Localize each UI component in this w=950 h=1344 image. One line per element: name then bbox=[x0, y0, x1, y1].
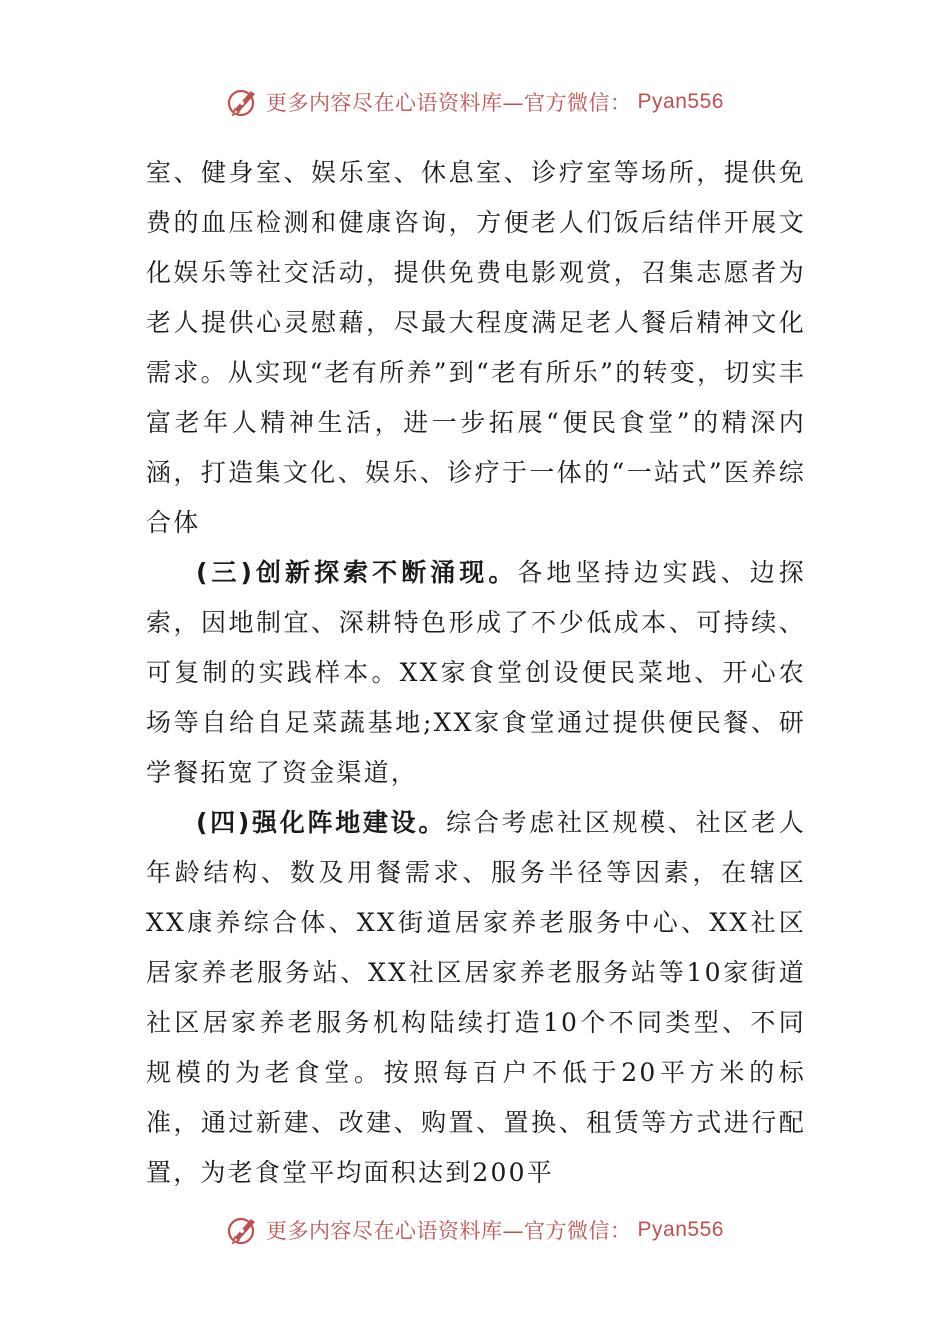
paragraph-3 bbox=[146, 798, 806, 1198]
watermark-site-text: 更多内容尽在心语资料库—官方微信： bbox=[266, 1219, 632, 1243]
paragraph-2 bbox=[146, 548, 806, 798]
pen-circle-logo-icon bbox=[226, 85, 260, 119]
watermark-wechat-id: Pyan556 bbox=[637, 90, 724, 113]
paragraph-3-heading: (四)强化阵地建设。 bbox=[196, 808, 447, 837]
paragraph-2-text: 各地坚持边实践、边探索，因地制宜、深耕特色形成了不少低成本、可持续、可复制的实践样本。XX家食堂创设便民菜地、开心农场等自给自足菜蔬基地;XX家食堂通过提供便民餐、研学餐拓宽了资金渠道， bbox=[146, 558, 806, 787]
document-body bbox=[146, 148, 806, 1198]
paragraph-1-text: 室、健身室、娱乐室、休息室、诊疗室等场所，提供免费的血压检测和健康咨询，方便老人们饭后结伴开展文化娱乐等社交活动，提供免费电影观赏，召集志愿者为老人提供心灵慰藉，尽最大程度满足老人餐后精神文化需求。从实现“老有所养”到“老有所乐”的转变，切实丰富老年人精神生活，进一步拓展“便民食堂”的精深内涵，打造集文化、娱乐、诊疗于一体的“一站式”医养综合体 bbox=[146, 158, 806, 537]
paragraph-3-text: 综合考虑社区规模、社区老人年龄结构、数及用餐需求、服务半径等因素，在辖区XX康养综合体、XX街道居家养老服务中心、XX社区居家养老服务站、XX社区居家养老服务站等10家街道社区居家养老服务机构陆续打造10个不同类型、不同规模的为老食堂。按照每百户不低于20平方米的标准，通过新建、改建、购置、置换、租赁等方式进行配置，为老食堂平均面积达到200平 bbox=[146, 808, 806, 1187]
paragraph-1 bbox=[146, 148, 806, 548]
watermark-site-text: 更多内容尽在心语资料库—官方微信： bbox=[266, 91, 632, 115]
watermark-wechat-id: Pyan556 bbox=[637, 1218, 724, 1241]
watermark-banner-top bbox=[0, 82, 950, 122]
pen-circle-logo-icon bbox=[226, 1213, 260, 1247]
watermark-banner-bottom bbox=[0, 1210, 950, 1250]
paragraph-2-heading: (三)创新探索不断涌现。 bbox=[196, 558, 518, 587]
